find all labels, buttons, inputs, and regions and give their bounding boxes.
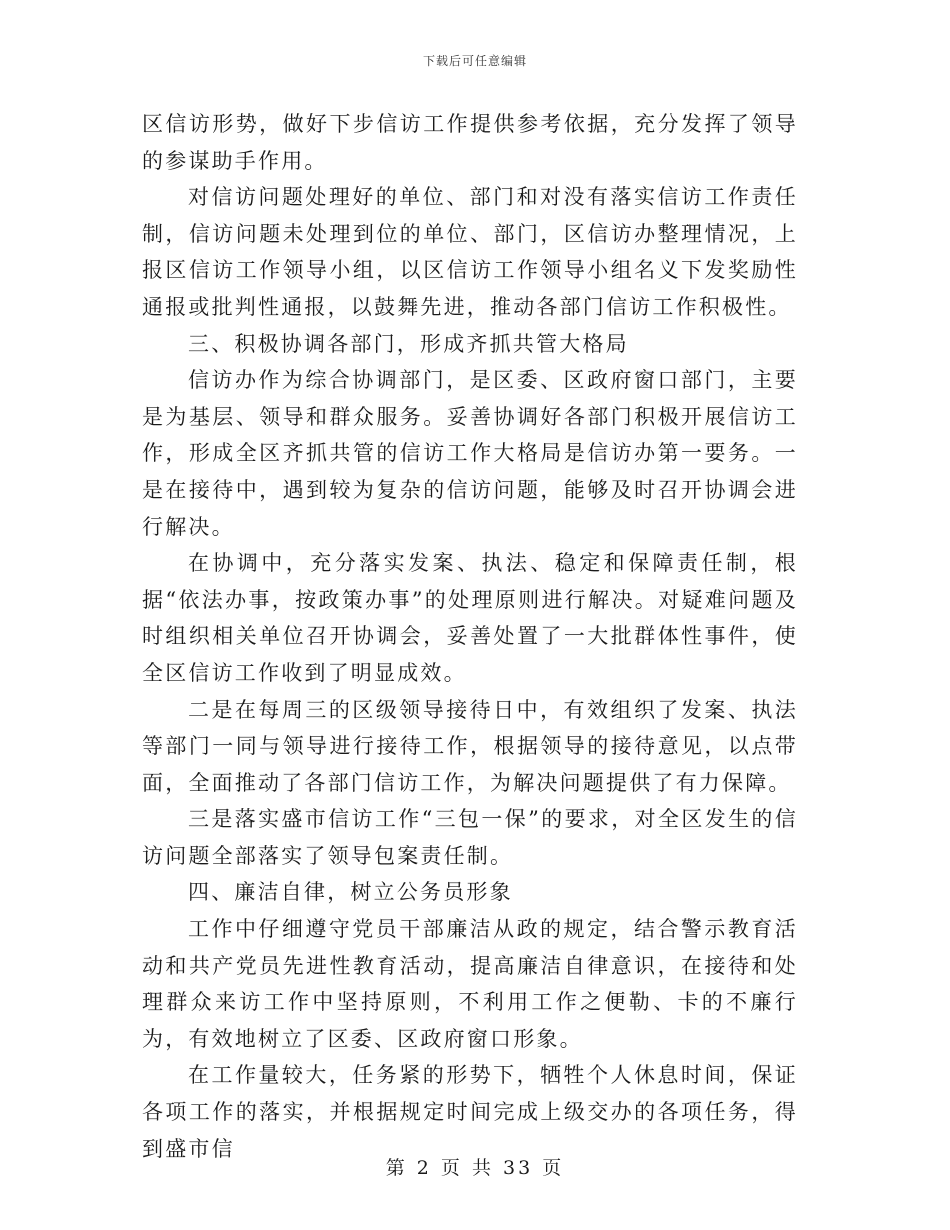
- paragraph-2: 对信访问题处理好的单位、部门和对没有落实信访工作责任制，信访问题未处理到位的单位、部门，区信访办整理情况，上报区信访工作领导小组，以区信访工作领导小组名义下发奖励性通报或批判性通报，以鼓舞先进，推动各部门信访工作积极性。: [142, 185, 798, 319]
- paragraph-10: 在工作量较大，任务紧的形势下，牺牲个人休息时间，保证各项工作的落实，并根据规定时间完成上级交办的各项任务，得到盛市信: [142, 1063, 798, 1161]
- paragraph-5: 在协调中，充分落实发案、执法、稳定和保障责任制，根据“依法办事，按政策办事”的处理原则进行解决。对疑难问题及时组织相关单位召开协调会，妥善处置了一大批群体性事件，使全区信访工作收到了明显成效。: [142, 551, 798, 685]
- paragraph-6: 二是在每周三的区级领导接待日中，有效组织了发案、执法等部门一同与领导进行接待工作，根据领导的接待意见，以点带面，全面推动了各部门信访工作，为解决问题提供了有力保障。: [142, 697, 798, 795]
- section-heading-4: 四、廉洁自律，树立公务员形象: [188, 880, 513, 905]
- page-number: 第 2 页 共 33 页: [385, 1157, 565, 1179]
- paragraph-1: 区信访形势，做好下步信访工作提供参考依据，充分发挥了领导的参谋助手作用。: [142, 112, 798, 173]
- paragraph-4: 信访办作为综合协调部门，是区委、区政府窗口部门，主要是为基层、领导和群众服务。妥善协调好各部门积极开展信访工作，形成全区齐抓共管的信访工作大格局是信访办第一要务。一是在接待中，遇到较为复杂的信访问题，能够及时召开协调会进行解决。: [142, 368, 798, 539]
- section-heading-3: 三、积极协调各部门，形成齐抓共管大格局: [188, 331, 629, 356]
- header-note: 下载后可任意编辑: [422, 54, 527, 68]
- document-body: [142, 106, 798, 1167]
- paragraph-9: 工作中仔细遵守党员干部廉洁从政的规定，结合警示教育活动和共产党员先进性教育活动，提高廉洁自律意识，在接待和处理群众来访工作中坚持原则，不利用工作之便勒、卡的不廉行为，有效地树立了区委、区政府窗口形象。: [142, 917, 798, 1051]
- paragraph-7: 三是落实盛市信访工作“三包一保”的要求，对全区发生的信访问题全部落实了领导包案责任制。: [142, 807, 798, 868]
